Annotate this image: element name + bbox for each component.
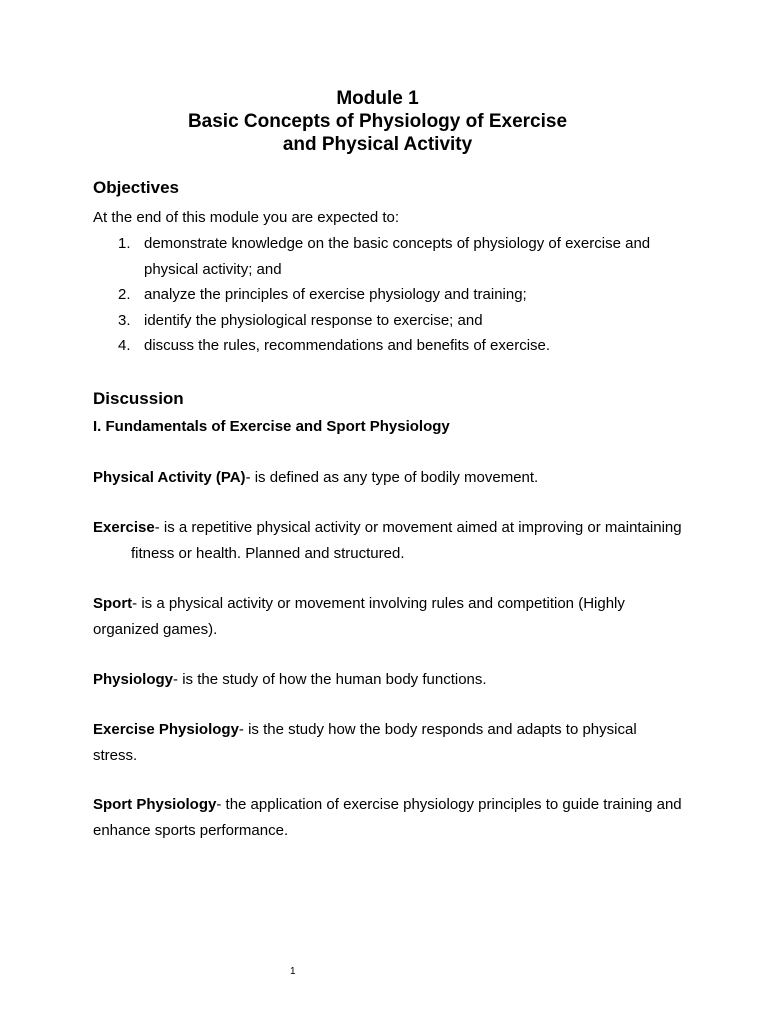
objective-number: 1. — [118, 235, 131, 252]
objectives-list — [93, 231, 683, 359]
definition-term: Sport Physiology — [93, 796, 217, 813]
definition-text: - the application of exercise physiology principles to guide training and enhance sports performance. — [93, 796, 682, 839]
discussion-subheading: I. Fundamentals of Exercise and Sport Physiology — [93, 418, 450, 435]
definition-term: Physical Activity (PA) — [93, 469, 246, 486]
definition-term: Sport — [93, 595, 133, 612]
definition-text: - is a repetitive physical activity or movement aimed at improving or maintaining fitness or health. Planned and structured. — [131, 519, 682, 562]
objective-item — [93, 231, 683, 282]
objectives-intro: At the end of this module you are expected to: — [93, 209, 400, 226]
objective-number: 2. — [118, 286, 131, 303]
definition-text: - is the study of how the human body functions. — [173, 671, 487, 688]
title-line-2: Basic Concepts of Physiology of Exercise — [187, 111, 568, 132]
definition-text: - is the study how the body responds and adapts to physical stress. — [93, 721, 637, 764]
definition-physiology — [93, 667, 683, 693]
definition-term: Exercise Physiology — [93, 721, 239, 738]
definition-term: Exercise — [93, 519, 155, 536]
objectives-heading: Objectives — [93, 178, 179, 197]
objective-item — [93, 282, 683, 308]
page-number: 1 — [290, 966, 296, 977]
definition-exercise-physiology — [93, 717, 683, 768]
definition-sport-physiology — [93, 792, 683, 843]
objective-text: identify the physiological response to exercise; and — [144, 311, 483, 329]
objective-number: 4. — [118, 337, 131, 354]
definition-physical-activity — [93, 465, 683, 491]
definition-text: - is a physical activity or movement involving rules and competition (Highly organized games). — [93, 595, 625, 638]
title-line-3: and Physical Activity — [282, 134, 473, 155]
definition-sport — [93, 591, 683, 642]
module-title — [0, 87, 755, 156]
title-line-1: Module 1 — [336, 88, 419, 109]
objective-text: demonstrate knowledge on the basic concepts of physiology of exercise and physical activity; and — [144, 235, 651, 278]
objective-item — [93, 333, 683, 359]
objective-number: 3. — [118, 311, 131, 329]
discussion-heading: Discussion — [93, 389, 184, 408]
objective-text: discuss the rules, recommendations and benefits of exercise. — [144, 337, 551, 354]
definition-text: - is defined as any type of bodily movement. — [245, 469, 539, 486]
definition-term: Physiology — [93, 671, 174, 688]
definition-exercise — [93, 515, 721, 566]
objective-text: analyze the principles of exercise physiology and training; — [144, 286, 527, 303]
objective-item — [93, 308, 683, 334]
